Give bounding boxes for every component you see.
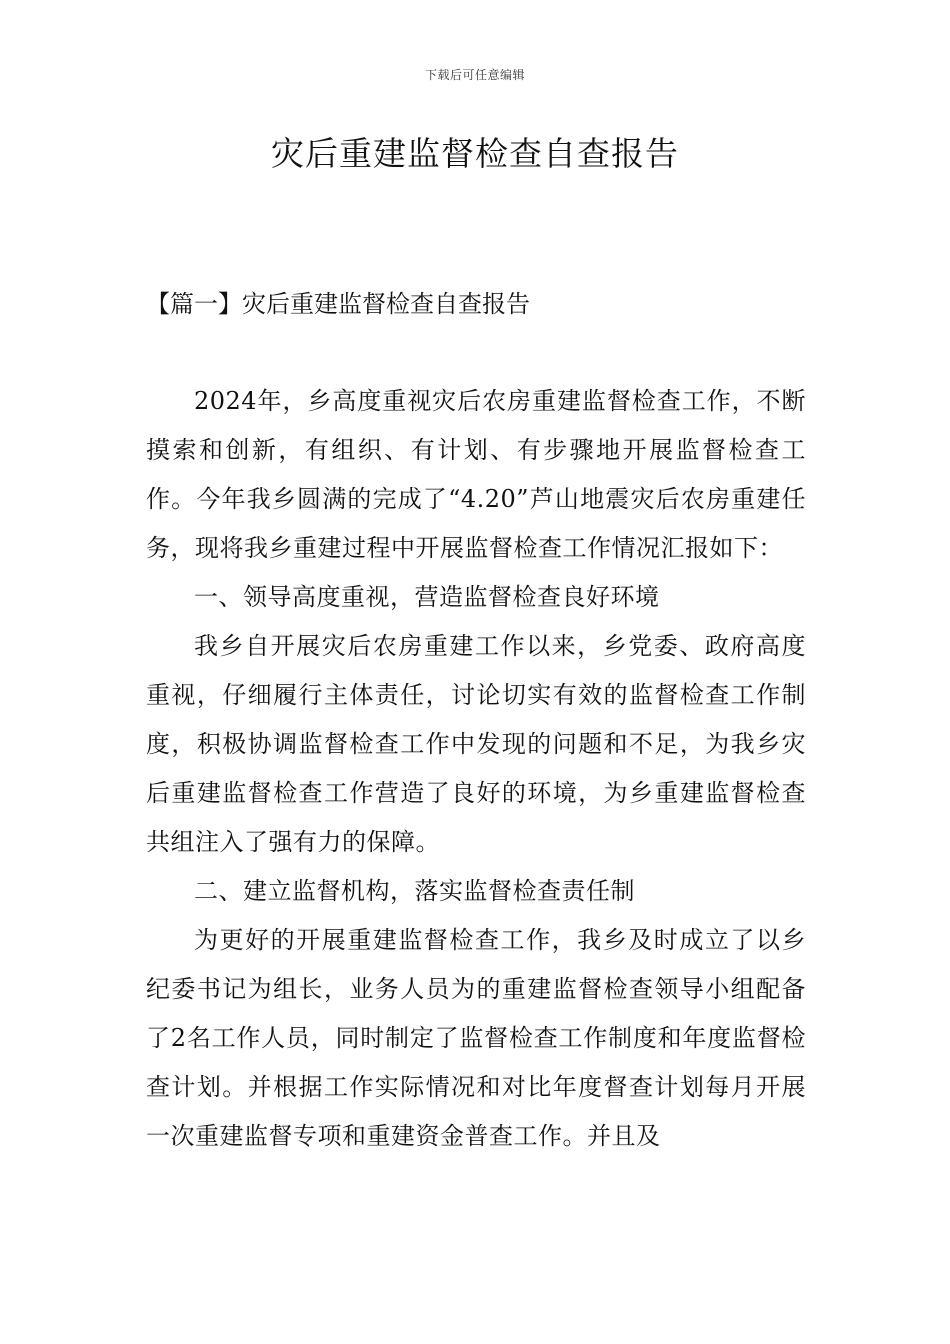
subheading-leadership: 一、领导高度重视，营造监督检查良好环境 — [194, 583, 660, 611]
paragraph-leadership: 我乡自开展灾后农房重建工作以来，乡党委、政府高度重视，仔细履行主体责任，讨论切实有效的监督检查工作制度，积极协调监督检查工作中发现的问题和不足，为我乡灾后重建监督检查工作营造了良好的环境，为乡重建监督检查共组注入了强有力的保障。 — [146, 632, 806, 856]
paragraph-intro: 2024年，乡高度重视灾后农房重建监督检查工作，不断摸索和创新，有组织、有计划、有步骤地开展监督检查工作。今年我乡圆满的完成了“4.20”芦山地震灾后农房重建任务，现将我乡重建过程中开展监督检查工作情况汇报如下： — [146, 387, 806, 562]
document-title: 灾后重建监督检查自查报告 — [271, 134, 679, 173]
header-watermark: 下载后可任意编辑 — [424, 68, 525, 82]
document-body — [146, 377, 806, 1161]
paragraph-supervision: 为更好的开展重建监督检查工作，我乡及时成立了以乡纪委书记为组长，业务人员为的重建监督检查领导小组配备了2名工作人员，同时制定了监督检查工作制度和年度监督检查计划。并根据工作实际情况和对比年度督查计划每月开展一次重建监督专项和重建资金普查工作。并且及 — [146, 926, 806, 1150]
subheading-supervision: 二、建立监督机构，落实监督检查责任制 — [194, 877, 635, 905]
section-heading: 【篇一】灾后重建监督检查自查报告 — [146, 290, 530, 318]
